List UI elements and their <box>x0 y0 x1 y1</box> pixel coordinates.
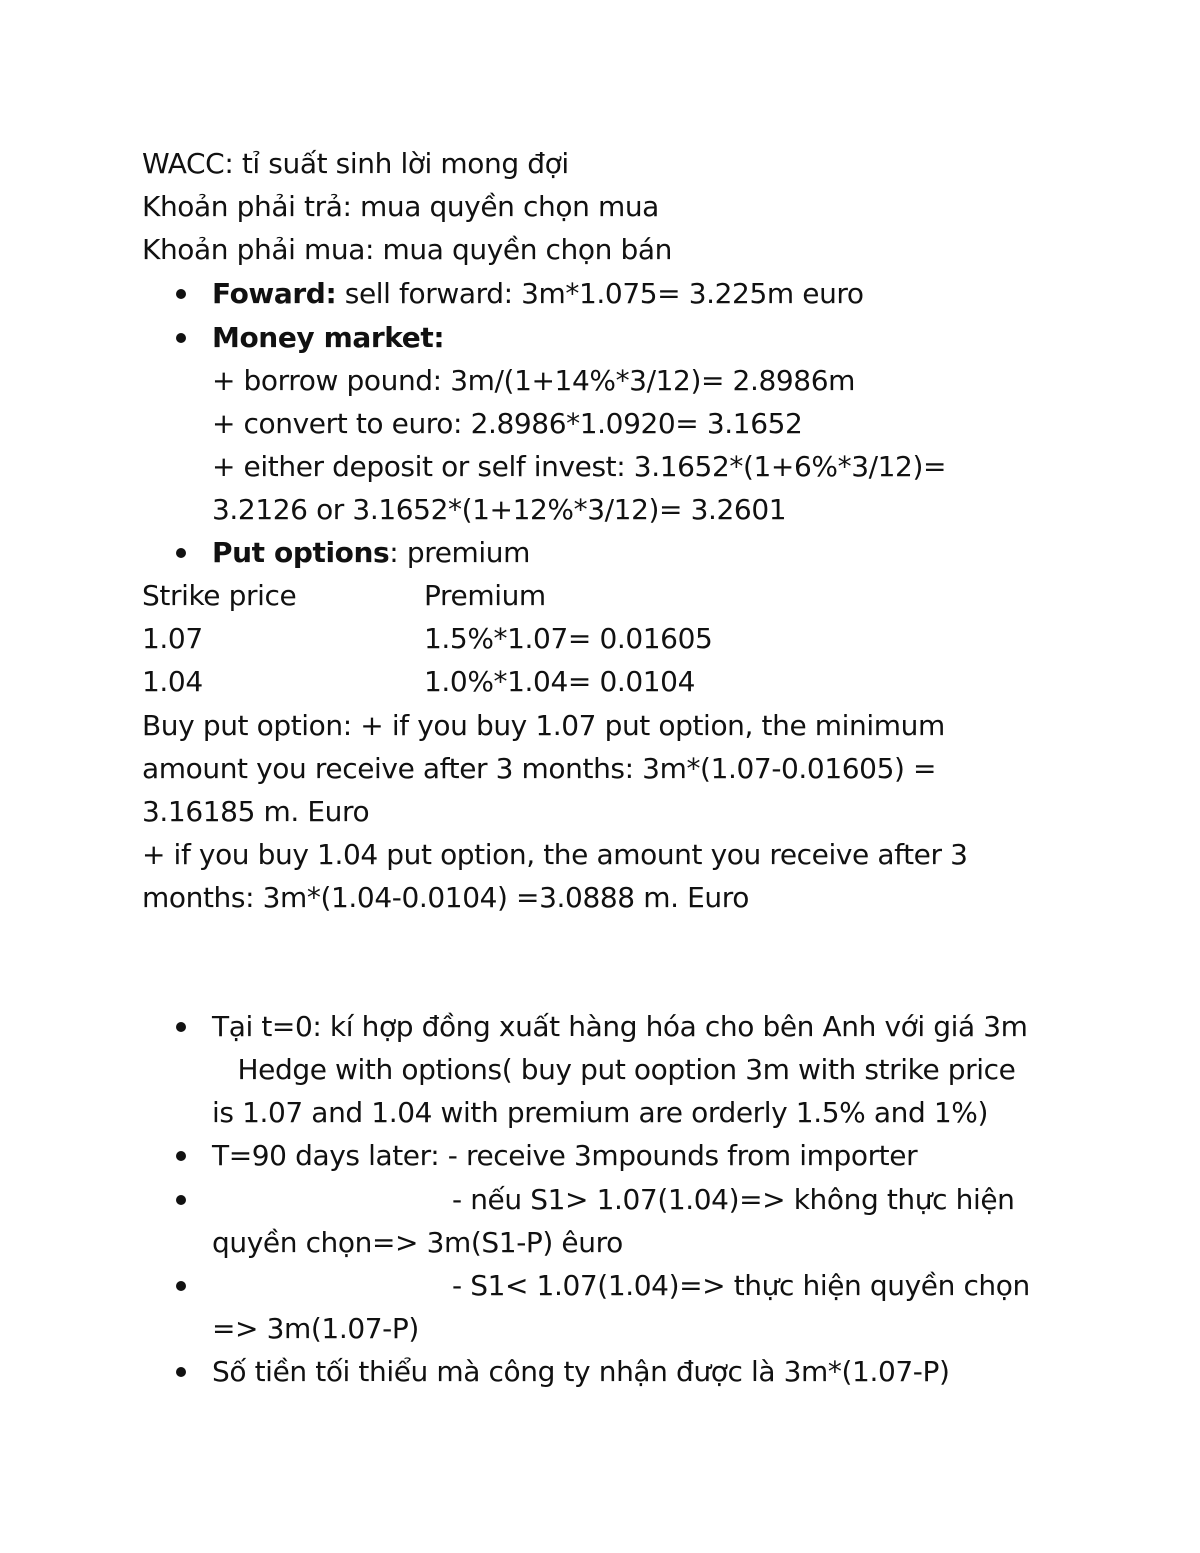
buy-put-line: + if you buy 1.04 put option, the amount you receive after 3 <box>142 838 968 871</box>
intro-line-wacc: WACC: tỉ suất sinh lời mong đợi <box>142 147 569 180</box>
premium-table-row <box>142 617 842 660</box>
buy-put-line: months: 3m*(1.04-0.0104) =3.0888 m. Euro <box>142 881 749 914</box>
buy-put-line: Buy put option: + if you buy 1.07 put option, the minimum <box>142 709 945 742</box>
premium-table-header <box>142 574 642 617</box>
premium-cell: 1.0%*1.04= 0.0104 <box>424 665 696 698</box>
money-market-label: Money market: <box>212 321 445 354</box>
bullet-icon <box>176 1151 186 1161</box>
put-options-text: : premium <box>389 536 531 569</box>
bullet-icon <box>176 1281 186 1291</box>
put-options-item <box>212 531 530 574</box>
hedge-list-line: is 1.07 and 1.04 with premium are orderly 1.5% and 1%) <box>212 1096 988 1129</box>
strike-price-cell: 1.07 <box>142 622 203 655</box>
premium-cell: 1.5%*1.07= 0.01605 <box>424 622 713 655</box>
premium-table-row <box>142 660 842 703</box>
bullet-icon <box>176 1367 186 1377</box>
hedge-list-line: - S1< 1.07(1.04)=> thực hiện quyền chọn <box>452 1269 1030 1302</box>
forward-label: Foward: <box>212 277 337 310</box>
strike-price-cell: 1.04 <box>142 665 203 698</box>
money-market-line: + borrow pound: 3m/(1+14%*3/12)= 2.8986m <box>212 364 855 397</box>
hedge-list-line: quyền chọn=> 3m(S1-P) êuro <box>212 1226 623 1259</box>
bullet-icon <box>176 333 186 343</box>
bullet-icon <box>176 1195 186 1205</box>
money-market-item <box>212 316 444 359</box>
money-market-line: + convert to euro: 2.8986*1.0920= 3.1652 <box>212 407 803 440</box>
hedge-list-line: Tại t=0: kí hợp đồng xuất hàng hóa cho bên Anh với giá 3m <box>212 1010 1028 1043</box>
buy-put-line: 3.16185 m. Euro <box>142 795 370 828</box>
bullet-icon <box>176 548 186 558</box>
hedge-list-line: - nếu S1> 1.07(1.04)=> không thực hiện <box>452 1183 1015 1216</box>
hedge-list-line: Hedge with options( buy put ooption 3m with strike price <box>212 1053 1016 1086</box>
put-options-label: Put options <box>212 536 390 569</box>
forward-item <box>212 272 864 315</box>
intro-line-receivable: Khoản phải mua: mua quyền chọn bán <box>142 233 672 266</box>
buy-put-line: amount you receive after 3 months: 3m*(1.07-0.01605) = <box>142 752 937 785</box>
money-market-line: 3.2126 or 3.1652*(1+12%*3/12)= 3.2601 <box>212 493 787 526</box>
money-market-line: + either deposit or self invest: 3.1652*(1+6%*3/12)= <box>212 450 947 483</box>
strike-price-header: Strike price <box>142 579 297 612</box>
bullet-icon <box>176 289 186 299</box>
hedge-list-line: Số tiền tối thiểu mà công ty nhận được là 3m*(1.07-P) <box>212 1355 950 1388</box>
premium-header: Premium <box>424 579 546 612</box>
hedge-list-line: => 3m(1.07-P) <box>212 1312 419 1345</box>
bullet-icon <box>176 1022 186 1032</box>
hedge-list-line: T=90 days later: - receive 3mpounds from importer <box>212 1139 918 1172</box>
forward-text: sell forward: 3m*1.075= 3.225m euro <box>336 277 864 310</box>
intro-line-payable: Khoản phải trả: mua quyền chọn mua <box>142 190 659 223</box>
